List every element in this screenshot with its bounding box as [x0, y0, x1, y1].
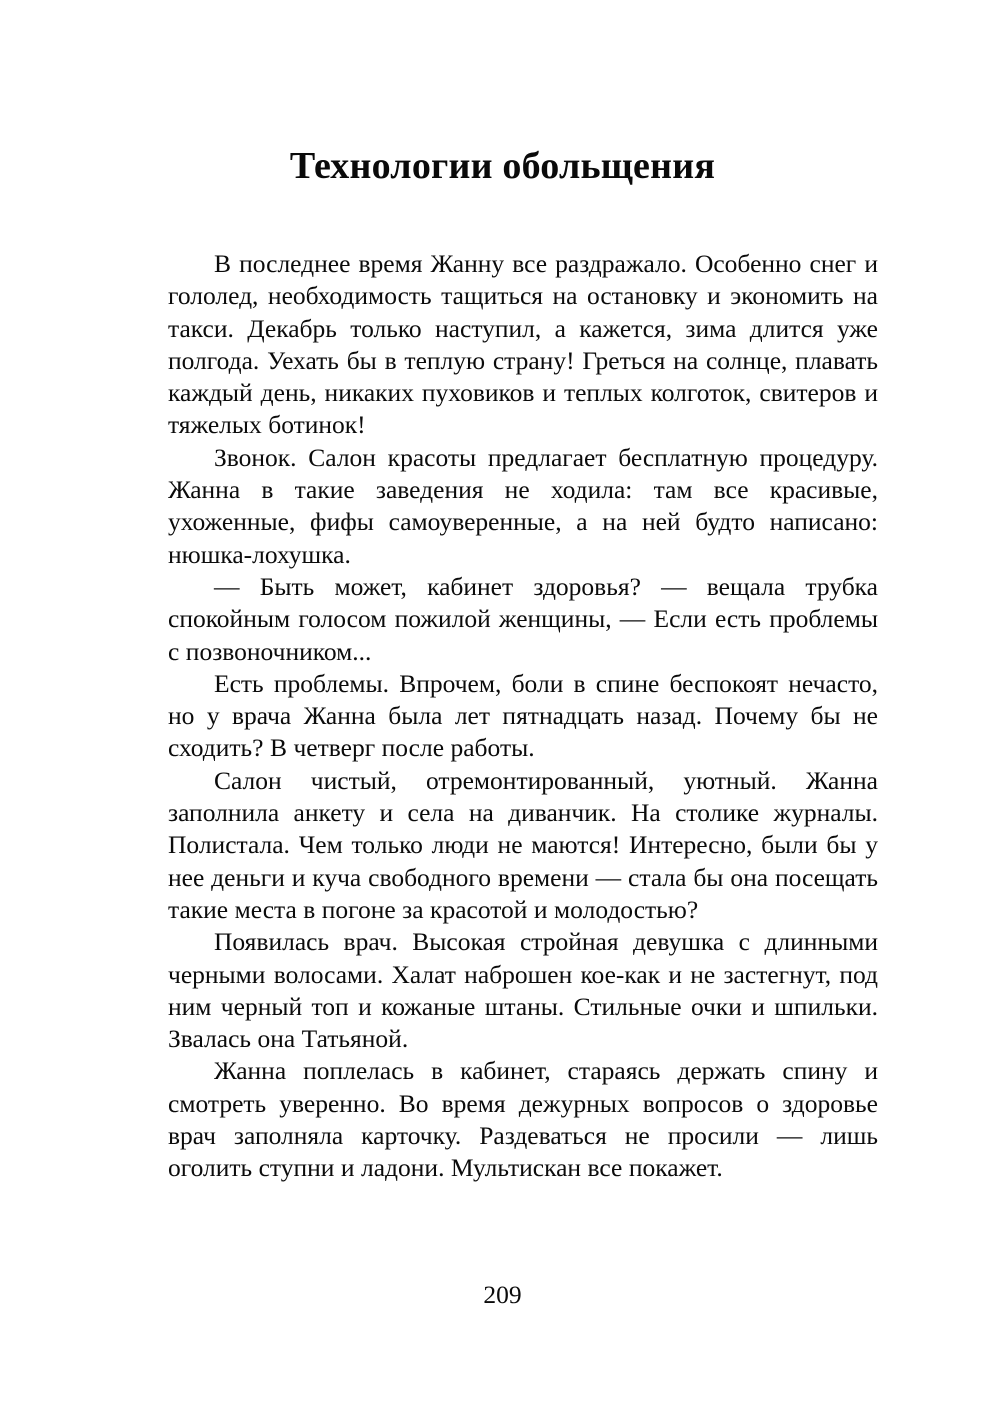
- paragraph: В последнее время Жанну все раздражало. Особенно снег и гололед, необходимость тащиться на остановку и экономить на такси. Декабрь только наступил, а кажется, зима длится уже полгода. Уехать бы в теплую страну! Греться на солнце, плавать каждый день, никаких пуховиков и теплых колготок, свитеров и тяжелых ботинок!: [168, 249, 878, 440]
- body-text-block: [168, 248, 878, 1185]
- page-number: 209: [483, 1280, 522, 1309]
- paragraph: Звонок. Салон красоты предлагает бесплатную процедуру. Жанна в такие заведения не ходила: там все красивые, ухоженные, фифы самоуверенные, а на ней будто написано: нюшка-лохушка.: [168, 442, 878, 569]
- paragraph: Салон чистый, отремонтированный, уютный. Жанна заполнила анкету и села на диванчик. На столике журналы. Полистала. Чем только люди не маются! Интересно, были бы у нее деньги и куча свободного времени — стала бы она посещать такие места в погоне за красотой и молодостью?: [168, 765, 878, 924]
- paragraph: — Быть может, кабинет здоровья? — вещала трубка спокойным голосом пожилой женщины, — Если есть проблемы с позвоночником...: [168, 571, 878, 666]
- paragraph: Есть проблемы. Впрочем, боли в спине беспокоят нечасто, но у врача Жанна была лет пятнадцать назад. Почему бы не сходить? В четверг после работы.: [168, 668, 878, 763]
- page-title: Технологии обольщения: [289, 145, 716, 188]
- paragraph: Появилась врач. Высокая стройная девушка с длинными черными волосами. Халат наброшен кое-как и не застегнут, под ним черный топ и кожаные штаны. Стильные очки и шпильки. Звалась она Татьяной.: [168, 927, 878, 1054]
- paragraph: Жанна поплелась в кабинет, стараясь держать спину и смотреть уверенно. Во время дежурных вопросов о здоровье врач заполняла карточку. Раздеваться не просили — лишь оголить ступни и ладони. Мультискан все покажет.: [168, 1056, 878, 1183]
